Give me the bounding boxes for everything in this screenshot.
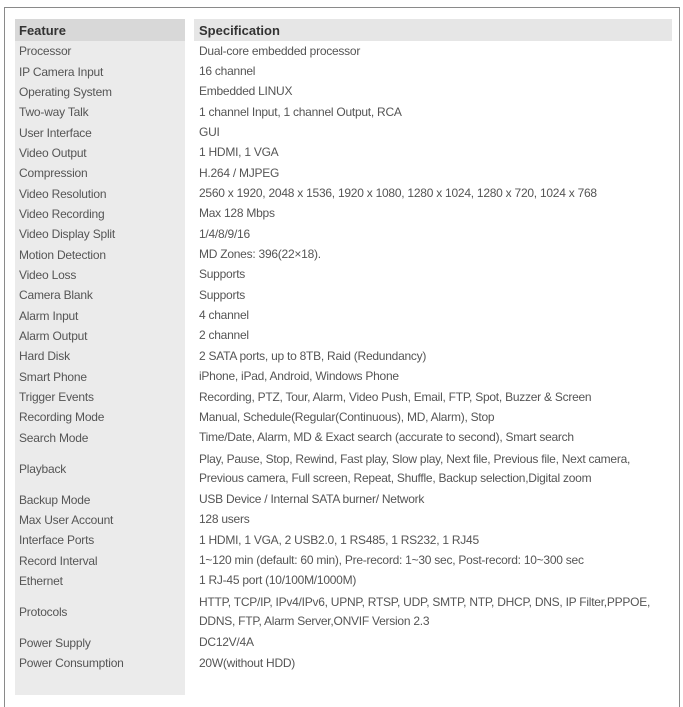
table-row (0, 367, 683, 387)
table-row (0, 244, 683, 264)
table-row (0, 448, 683, 490)
feature-cell: Interface Ports (19, 533, 95, 548)
table-row (0, 489, 683, 509)
spec-cell: 1 HDMI, 1 VGA (199, 145, 279, 160)
spec-cell: USB Device / Internal SATA burner/ Network (199, 492, 425, 507)
table-row (0, 265, 683, 285)
table-row (0, 163, 683, 183)
feature-cell: Alarm Output (19, 328, 88, 343)
table-row (0, 183, 683, 203)
table-row (0, 305, 683, 325)
feature-cell: Compression (19, 166, 88, 181)
table-row (0, 346, 683, 366)
spec-cell: 20W(without HDD) (199, 655, 296, 670)
feature-cell: Camera Blank (19, 288, 93, 303)
spec-cell: DC12V/4A (199, 635, 254, 650)
feature-cell: Record Interval (19, 553, 98, 568)
spec-table (0, 19, 683, 673)
table-row (0, 387, 683, 407)
spec-cell: 1/4/8/9/16 (199, 226, 250, 241)
feature-cell: Motion Detection (19, 247, 106, 262)
feature-cell: Ethernet (19, 573, 63, 588)
spec-cell: Recording, PTZ, Tour, Alarm, Video Push, Email, FTP, Spot, Buzzer & Screen (199, 389, 592, 404)
table-row (0, 591, 683, 633)
feature-column-header: Feature (19, 22, 66, 38)
feature-cell: Hard Disk (19, 349, 70, 364)
spec-cell: GUI (199, 125, 220, 140)
spec-cell: 2 channel (199, 328, 249, 343)
spec-cell: 1 channel Input, 1 channel Output, RCA (199, 104, 402, 119)
spec-cell: Manual, Schedule(Regular(Continuous), MD, Alarm), Stop (199, 409, 495, 424)
spec-cell: 16 channel (199, 64, 256, 79)
feature-cell: Alarm Input (19, 308, 79, 323)
feature-cell: Search Mode (19, 430, 89, 445)
table-row (0, 428, 683, 448)
feature-cell: Protocols (19, 604, 68, 619)
spec-cell: HTTP, TCP/IP, IPv4/IPv6, UPNP, RTSP, UDP, SMTP, NTP, DHCP, DNS, IP Filter,PPPOE, DDNS, FTP, Alarm Server,ONVIF Version 2.3 (199, 594, 651, 628)
specification-column-header: Specification (199, 22, 280, 38)
spec-cell: 2560 x 1920, 2048 x 1536, 1920 x 1080, 1280 x 1024, 1280 x 720, 1024 x 768 (199, 186, 597, 201)
feature-cell: IP Camera Input (19, 64, 104, 79)
table-row (0, 407, 683, 427)
table-row (0, 653, 683, 673)
spec-cell: 1~120 min (default: 60 min), Pre-record: 1~30 sec, Post-record: 10~300 sec (199, 553, 584, 568)
table-row (0, 102, 683, 122)
spec-cell: 1 RJ-45 port (10/100M/1000M) (199, 573, 357, 588)
table-row (0, 122, 683, 142)
spec-cell: 4 channel (199, 308, 249, 323)
spec-cell: 128 users (199, 512, 250, 527)
table-row (0, 204, 683, 224)
feature-cell: Processor (19, 44, 72, 59)
feature-cell: Power Supply (19, 635, 91, 650)
spec-cell: Play, Pause, Stop, Rewind, Fast play, Slow play, Next file, Previous file, Next camera, Previous camera, Full screen, Repeat, Shuffle, Backup selection,Digital zoom (199, 451, 631, 485)
table-body (0, 41, 683, 673)
table-row (0, 224, 683, 244)
feature-cell: Max User Account (19, 512, 114, 527)
feature-cell: Trigger Events (19, 390, 94, 405)
table-row (0, 41, 683, 61)
table-row (0, 550, 683, 570)
table-row (0, 326, 683, 346)
feature-cell: User Interface (19, 125, 92, 140)
feature-cell: Recording Mode (19, 410, 105, 425)
spec-cell: Dual-core embedded processor (199, 43, 361, 58)
feature-cell: Smart Phone (19, 369, 87, 384)
spec-cell: MD Zones: 396(22×18). (199, 247, 321, 262)
feature-cell: Two-way Talk (19, 105, 89, 120)
spec-cell: 2 SATA ports, up to 8TB, Raid (Redundancy) (199, 348, 427, 363)
feature-cell: Video Loss (19, 267, 77, 282)
table-row (0, 143, 683, 163)
feature-cell: Backup Mode (19, 492, 91, 507)
spec-cell: Embedded LINUX (199, 84, 293, 99)
feature-cell: Playback (19, 461, 67, 476)
spec-cell: Max 128 Mbps (199, 206, 275, 221)
feature-cell: Video Display Split (19, 227, 116, 242)
spec-cell: H.264 / MJPEG (199, 165, 280, 180)
spec-cell: Supports (199, 287, 246, 302)
table-row (0, 633, 683, 653)
table-row (0, 61, 683, 81)
table-row (0, 82, 683, 102)
feature-cell: Power Consumption (19, 656, 124, 671)
table-header-row (0, 19, 683, 41)
table-row (0, 285, 683, 305)
table-row (0, 510, 683, 530)
spec-cell: iPhone, iPad, Android, Windows Phone (199, 369, 399, 384)
feature-cell: Video Recording (19, 206, 105, 221)
spec-cell: Time/Date, Alarm, MD & Exact search (accurate to second), Smart search (199, 430, 574, 445)
spec-cell: 1 HDMI, 1 VGA, 2 USB2.0, 1 RS485, 1 RS232, 1 RJ45 (199, 532, 479, 547)
feature-cell: Operating System (19, 84, 112, 99)
table-row (0, 530, 683, 550)
feature-cell: Video Output (19, 145, 87, 160)
spec-cell: Supports (199, 267, 246, 282)
table-row (0, 571, 683, 591)
feature-cell: Video Resolution (19, 186, 107, 201)
